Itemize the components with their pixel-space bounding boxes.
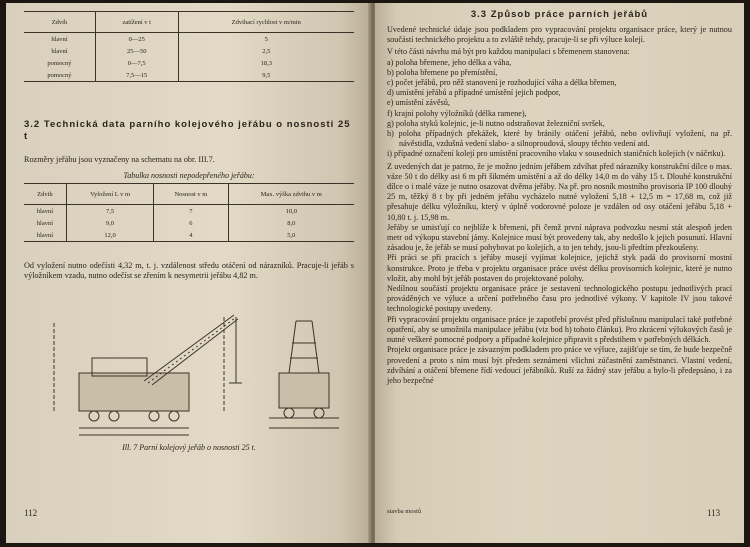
page-number: 113 [707, 508, 721, 518]
list-item: d) umístění jeřábů a případné umístění jejich podpor, [387, 88, 561, 98]
requirements-list [387, 58, 732, 160]
list-item: e) umístění závěsů, [387, 98, 450, 108]
list-item: i) případné označení kolejí pro umístění pracovního vlaku v sousedních staničních kolejích (v náčrtku). [387, 149, 726, 159]
table-row: pomocný 0—7,5 18,3 [24, 57, 354, 69]
left-page [6, 3, 372, 543]
capacity-table [24, 183, 354, 242]
list-item: g) poloha styků kolejnic, je-li nutno odstraňovat železniční svršek, [387, 118, 605, 128]
paragraph: Projekt organisace práce je závazným podkladem pro práce ve výluce, zajišťuje se tím, že bude bezpečně provedení a proto s ním musí být předem seznámeni všichni zúčastnění zaměstnanci. Vlastní vedení, zdvíhání a otáčení břemene řídí vedoucí jeřábníků. Ruší za žádný stav jeřábu a bylo-li předepsáno, i za jeho bezpečné [387, 345, 732, 385]
table-row: hlavní 25—50 2,5 [24, 45, 354, 57]
paragraph: Při práci se při pracích s jeřáby musejí vyjímat kolejnice, jejichž styk padá do provisorní mostní konstrukce. Proto je třeba v projektu organisace práce uvést délku provisorních kolejnic, které je nutno vložit, aby mohl být jeřáb postaven do projektované polohy. [387, 253, 732, 283]
table-row: hlavní 0—25 5 [24, 33, 354, 46]
body-paragraph: Od vyložení nutno odečísti 4,32 m, t. j. vzdálenost středu otáčení od nárazníků. Pracuje-li jeřáb s výložníkem vzadu, nutno odečíst se zřením k nesymetrii jeřábu 4,82 m. [24, 261, 354, 281]
list-item: h) poloha případných překážek, které by bránily otáčení jeřábů, nebo ovlivňují vyložení, na př. návěstidla, vzdušná vedení slabo- a silnoproudová, sloupy těchto vedení atd. [387, 129, 732, 149]
right-page [375, 3, 744, 543]
right-body [387, 25, 732, 386]
intro-text: Rozměry jeřábu jsou vyznačeny na schematu na obr. III.7. [24, 155, 215, 164]
paragraph: Při vypracování projektu organisace práce je zapotřebí provést před příslušnou manipulací také potřebné opatření, aby se umožnila manipulace jeřábu (viz bod h) tohoto článku). Pro zkrácení výlukových časů je nutné veškeré pomocné podpory a případné kolejnice připravit s předstihem v potřebných délkách. [387, 314, 732, 345]
paragraph: Uvedené technické údaje jsou podkladem pro vypracování projektu organisace práce, který je nutnou součástí technického projektu a to zvláště tehdy, pracuje-li se při výluce kolejí. [387, 25, 732, 45]
table-title: Tabulka nosnosti nepodepřeného jeřábu: [123, 171, 255, 180]
paragraph: V této části návrhu má být pro každou manipulaci s břemenem stanovena: [387, 47, 630, 57]
list-item: c) počet jeřábů, pro něž stanovení je rozhodující váha a délka břemen, [387, 78, 617, 88]
paragraph: Nedílnou součástí projektu organisace práce je sestavení technologického postupu jednotlivých prací prováděných ve výluce a určení potřebného času pro jednotlivé výkony. V kapitole IV jsou takové technologické postupy uvedeny. [387, 284, 732, 314]
table-header: Zdvih [24, 184, 66, 205]
section-heading: 3.3 Způsob práce parních jeřábů [470, 9, 649, 20]
table-row: pomocný 7,5—15 9,5 [24, 69, 354, 81]
table-row: hlavní 12,0 4 5,0 [24, 229, 354, 241]
speed-table [24, 11, 354, 82]
figure-caption: Ill. 7 Parní kolejový jeřáb o nosnosti 25 t. [122, 443, 256, 452]
list-item: f) krajní polohy výložníků (délka ramene), [387, 108, 527, 118]
table-row: hlavní 7,5 7 10,0 [24, 205, 354, 218]
open-book [6, 3, 744, 543]
table-header: Vyložení L v m [66, 184, 153, 205]
table-header: Zdvihací rychlost v m/min [178, 12, 354, 33]
table-header: Nosnost v m [154, 184, 228, 205]
section-heading: 3.2 Technická data parního kolejového jeřábu o nosnosti 25 t [24, 119, 351, 142]
paragraph: Z uvedených dat je patrno, že je možno jedním jeřábem zdvíhat před nárazníky konstrukční dílce o max. váze 50 t do délky asi 6 m při šikmém umístění a až do délky 14,0 m do váhy 15 t. Dlouhé konstrukční dílce o i malé váze je nutno osazovat dvěma jeřáby. Na př. pro nosník mostního provisoria IP 100 dlouhý 25 m, těžký 8 t by při jedném jeřábu vycházelo nutné vyložení 5,18 + 12,5 m = 17,68 m, což již přesahuje délku výložníku, který v úplně vodorovné poloze je vzdálen od osy otáčení jeřábu 5,18 + 10,80 t. j. 15,98 m. [387, 161, 732, 222]
crane-drawing [24, 303, 354, 443]
paragraph: Jeřáby se umisťují co nejblíže k břemeni, při čemž první náprava podvozku nesmí stát alespoň jeden metr od výkopu stavební jámy. Kolejnice musí být provedeny tak, aby nedošlo k jejich posunutí. Hlavní zásadou je, že jeřáb se musí pohybovat po kolejích, a to jen tehdy, jsou-li předtím přezkoušeny. [387, 222, 732, 253]
list-item: b) poloha břemene po přemístění, [387, 67, 498, 77]
footer-note: stavba mostů [387, 508, 422, 515]
table-row: hlavní 9,0 6 8,0 [24, 217, 354, 229]
table-header: Max. výška zdvihu v m [228, 184, 354, 205]
page-number: 112 [24, 508, 38, 518]
table-header: zatížení v t [95, 12, 178, 33]
list-item: a) poloha břemene, jeho délka a váha, [387, 57, 512, 67]
table-header: Zdvih [24, 12, 95, 33]
